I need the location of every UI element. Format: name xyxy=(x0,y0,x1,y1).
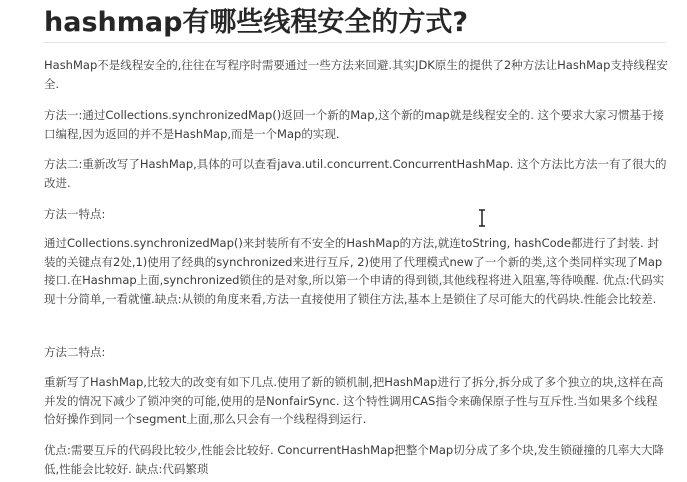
paragraph-method-one: 方法一:通过Collections.synchronizedMap()返回一个新的Map,这个新的map就是线程安全的. 这个要求大家习惯基于接口编程,因为返回的并不是HashMap,而是一个Map的实现. xyxy=(44,108,665,141)
paragraph-method-two-features: 重新写了HashMap,比较大的改变有如下几点.使用了新的锁机制,把HashMap进行了拆分,拆分成了多个独立的块,这样在高并发的情况下减少了锁冲突的可能,使用的是NonfairSync. 这个特性调用CAS指令来确保原子性与互斥性.当如果多个线程恰好操作到同一个segment上面,那么只会有一个线程得到运行. xyxy=(44,375,664,426)
paragraph-method-one-features: 通过Collections.synchronizedMap()来封装所有不安全的HashMap的方法,就连toString, hashCode都进行了封装. 封装的关键点有2处,1)使用了经典的synchronized来进行互斥, 2)使用了代理模式new了一个新的类,这个类同样实现了Map接口.在Hashmap上面,synchronized锁住的是对象,所以第一个申请的得到锁,其他线程将进入阻塞,等待唤醒. 优点:代码实现十分简单,一看就懂.缺点:从锁的角度来看,方法一直接使用了锁住方法,基本上是锁住了尽可能大的代码块.性能会比较差. xyxy=(44,236,665,306)
heading-method-two-features: 方法二特点: xyxy=(44,345,106,359)
article-title: hashmap有哪些线程安全的方式? xyxy=(44,7,469,38)
text-cursor-icon xyxy=(476,209,488,227)
paragraph-method-two: 方法二:重新改写了HashMap,具体的可以查看java.util.concurrent.ConcurrentHashMap. 这个方法比方法一有了很大的改进. xyxy=(44,157,667,190)
heading-method-one-features: 方法一特点: xyxy=(44,207,106,221)
title-divider xyxy=(44,42,666,43)
paragraph-intro: HashMap不是线程安全的,往往在写程序时需要通过一些方法来回避.其实JDK原生的提供了2种方法让HashMap支持线程安全. xyxy=(44,58,668,91)
paragraph-pros-cons: 优点:需要互斥的代码段比较少,性能会比较好. ConcurrentHashMap把整个Map切分成了多个块,发生锁碰撞的几率大大降低,性能会比较好. 缺点:代码繁琐 xyxy=(44,443,664,476)
